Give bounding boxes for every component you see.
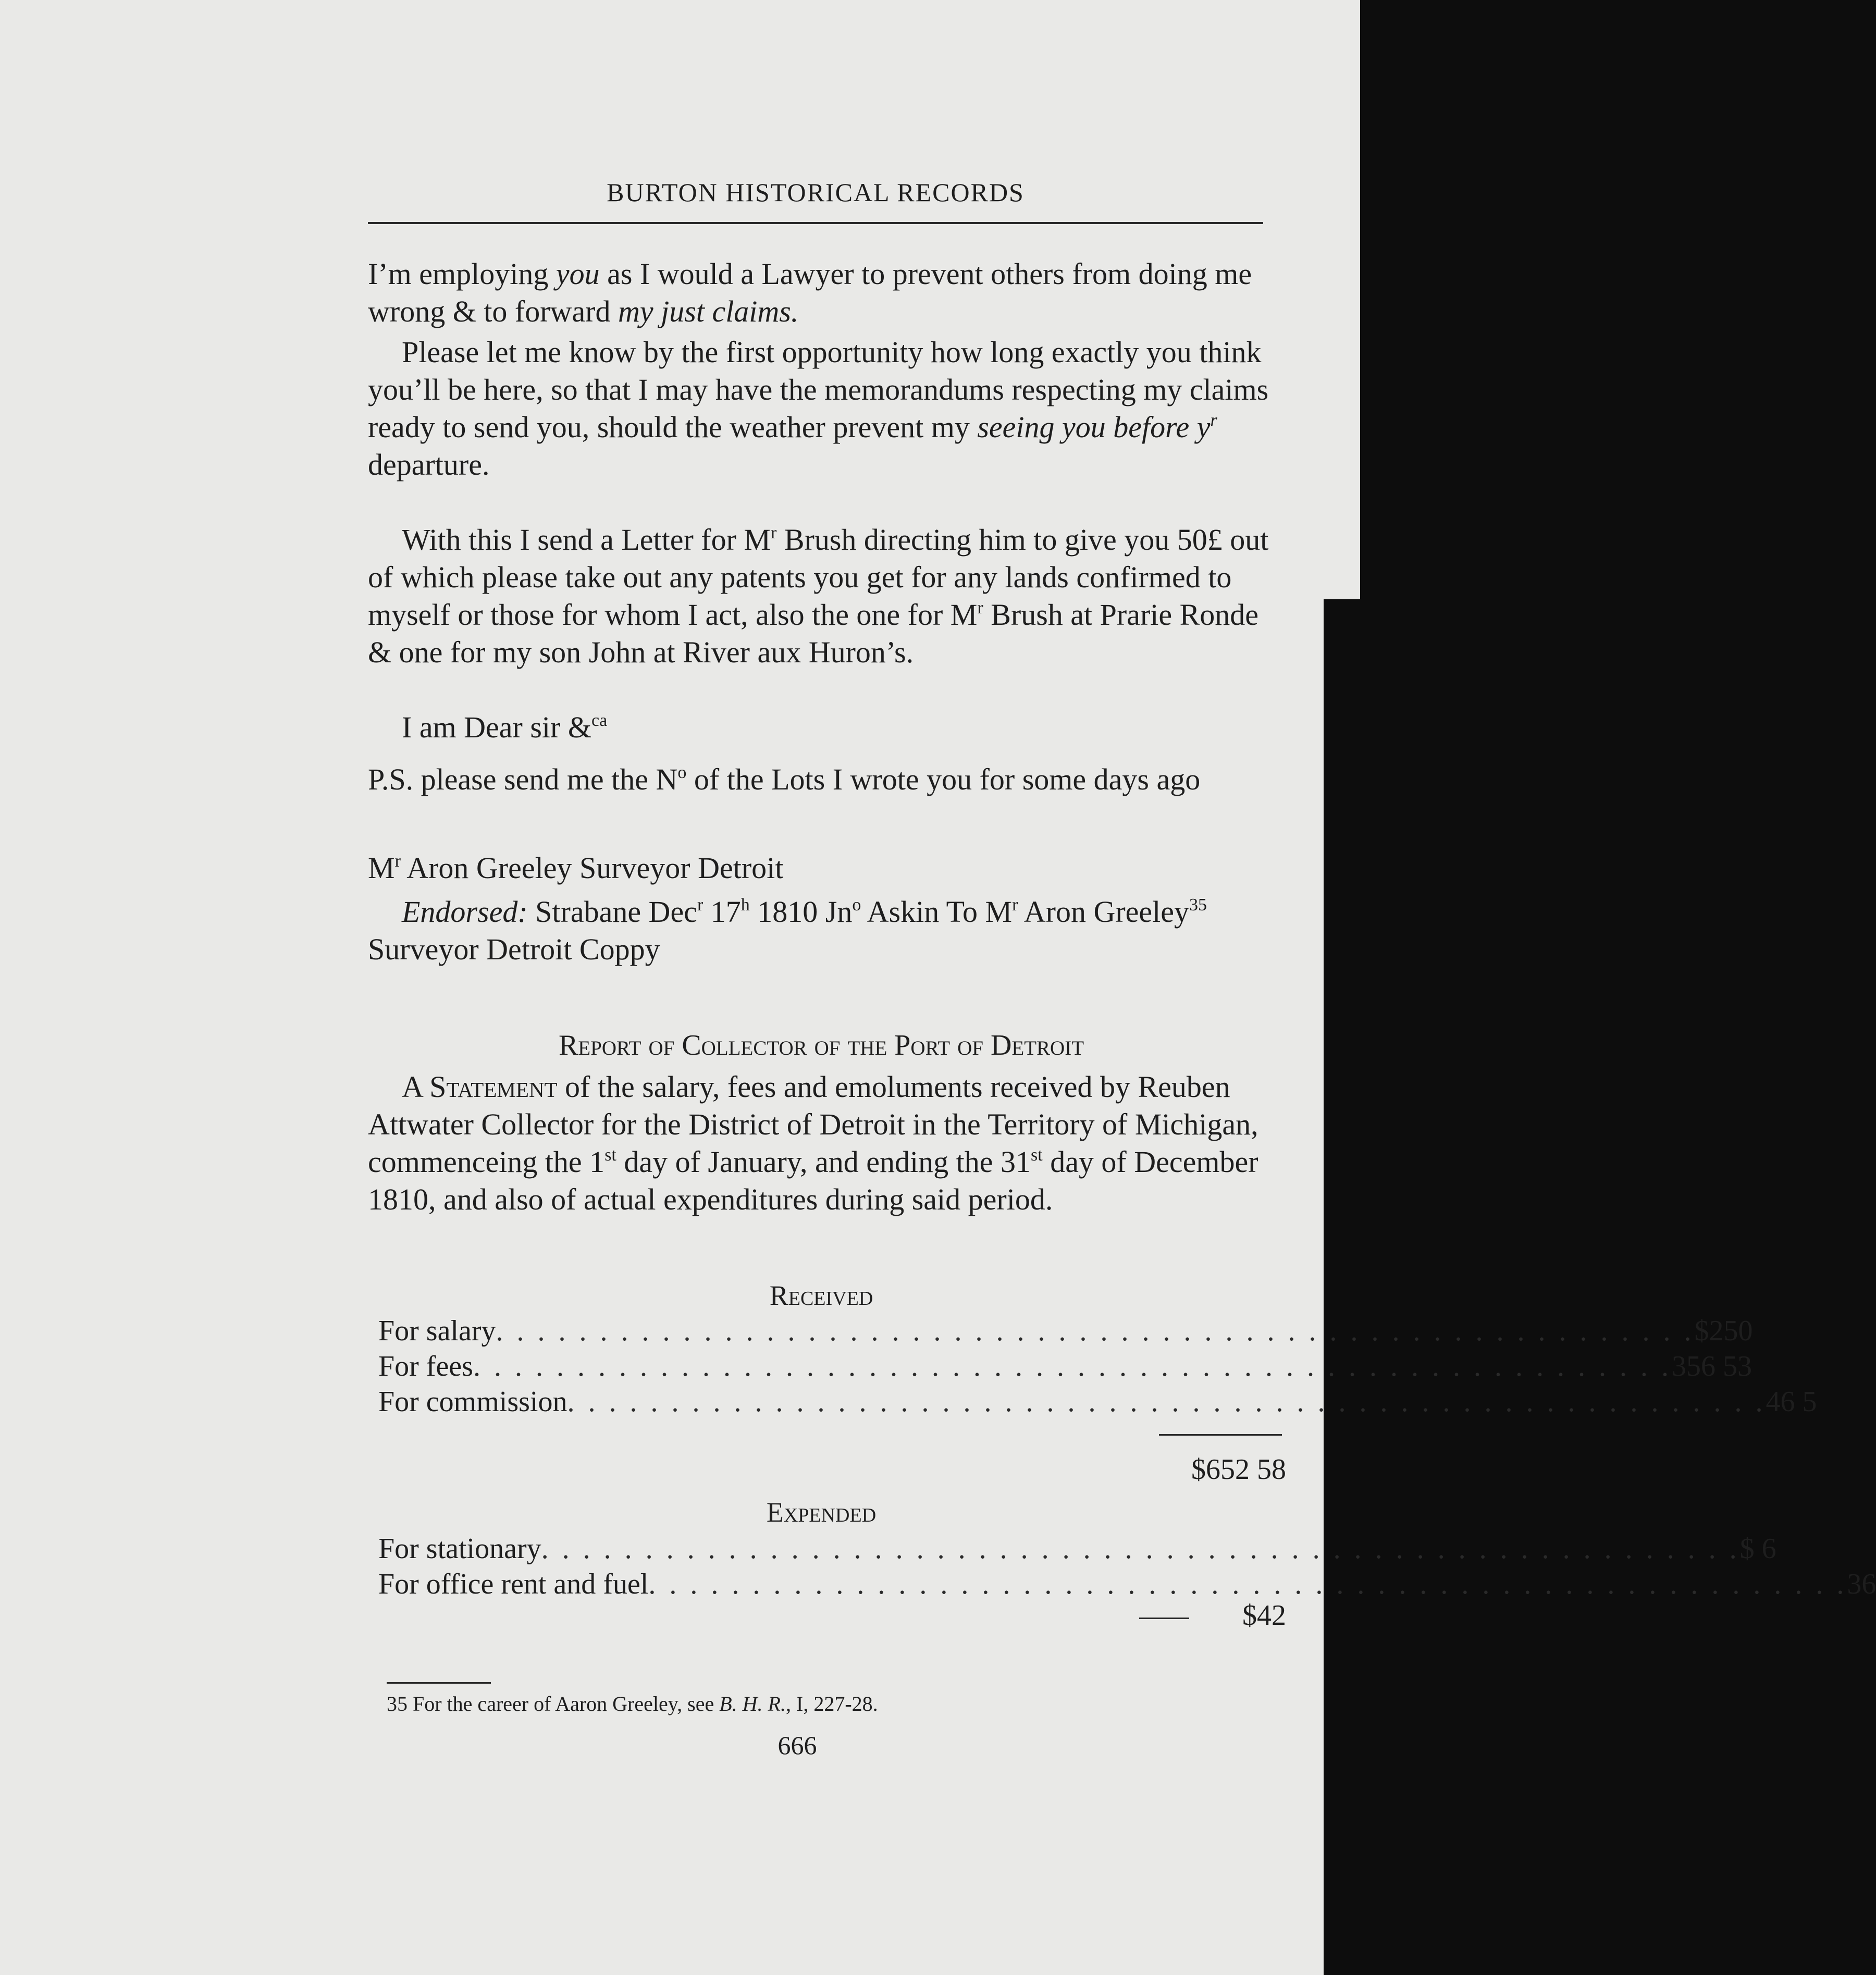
text-span: Please let me know by the first opportunity how long exactly you think you’ll be here, so that I may have the memorandums respecting my claims ready to send you, should the weather prevent my — [368, 335, 1269, 444]
leader-dots: . . . . . . . . . . . . . . . . . . . . . . . . . . . . . . . . . . . . . . . . . . . . . . . . . . . . . . . . . . — [567, 1386, 1766, 1418]
footnote-rule — [387, 1682, 491, 1684]
received-table — [378, 1313, 1817, 1419]
text-span: departure. — [368, 448, 490, 482]
superscript: r — [770, 523, 777, 542]
text-span: 17 — [703, 895, 741, 929]
text-span: Strabane Dec — [527, 895, 697, 929]
text-span: P.S. please send me the N — [368, 762, 678, 796]
endorsement — [368, 893, 1275, 968]
addressee-line — [368, 849, 1275, 887]
text-span: of the salary, fees and emoluments received by Reuben Attwater Collector for the District of Detroit in the Territory of Michigan, commenceing the 1 — [368, 1070, 1258, 1179]
running-header: BURTON HISTORICAL RECORDS — [607, 178, 1025, 207]
ledger-amount: $250 — [1694, 1315, 1753, 1347]
header-rule — [368, 222, 1263, 224]
ledger-row — [378, 1384, 1817, 1419]
ledger-label: For fees — [378, 1350, 473, 1382]
superscript: h — [740, 895, 750, 915]
footnote-number: 35 — [387, 1692, 408, 1715]
italic-span: Endorsed: — [402, 895, 528, 929]
leader-dots: . . . . . . . . . . . . . . . . . . . . . . . . . . . . . . . . . . . . . . . . . . . . . . . . . . . . . . . . . . — [541, 1533, 1740, 1565]
footnote-marker: 35 — [1189, 895, 1207, 915]
text-span: Brush directing him to give you 50£ out of which please take out any patents you get for any lands confirmed to myself or those for whom I act, also the one for M — [368, 523, 1269, 632]
superscript: r — [697, 895, 704, 915]
superscript: st — [604, 1145, 616, 1165]
text-span: I’m employing — [368, 257, 556, 291]
superscript: r — [394, 851, 401, 871]
text-span: Aron Greeley — [1018, 895, 1189, 929]
text-span: M — [368, 851, 395, 885]
small-caps-span: A Statement — [402, 1070, 558, 1104]
footnote — [387, 1692, 878, 1716]
superscript: o — [852, 895, 861, 915]
ledger-label: For stationary — [378, 1533, 541, 1565]
ledger-row — [378, 1349, 1752, 1384]
superscript: o — [677, 763, 687, 782]
expended-total: $42 — [1242, 1599, 1286, 1632]
superscript: r — [977, 598, 983, 618]
superscript: st — [1031, 1145, 1043, 1165]
ledger-row — [378, 1531, 1776, 1566]
text-span: Askin To M — [861, 895, 1013, 929]
total-rule — [1159, 1434, 1282, 1436]
text-span: 1810 Jn — [749, 895, 853, 929]
paragraph-departure — [368, 334, 1275, 484]
superscript: r — [1012, 895, 1018, 915]
leader-dots: . . . . . . . . . . . . . . . . . . . . . . . . . . . . . . . . . . . . . . . . . . . . . . . . . . . . . . . . . . — [648, 1568, 1847, 1600]
ledger-row — [378, 1566, 1876, 1602]
text-span: Aron Greeley Surveyor Detroit — [400, 851, 784, 885]
italic-span: seeing you before y — [977, 410, 1211, 444]
expended-heading: Expended — [766, 1497, 877, 1528]
text-span: of the Lots I wrote you for some days ago — [686, 762, 1201, 796]
leader-dots: . . . . . . . . . . . . . . . . . . . . . . . . . . . . . . . . . . . . . . . . . . . . . . . . . . . . . . . . . . — [473, 1350, 1672, 1382]
scan-edge — [1324, 599, 1360, 1975]
ledger-row — [378, 1313, 1753, 1349]
ledger-amount: 36 — [1847, 1568, 1876, 1600]
text-span: I am Dear sir & — [402, 710, 591, 744]
superscript: r — [1210, 411, 1217, 430]
ledger-amount: 46 5 — [1766, 1386, 1817, 1418]
italic-span: B. H. R. — [719, 1692, 786, 1715]
postscript — [368, 761, 1275, 798]
text-span: , I, 227-28. — [786, 1692, 878, 1715]
ledger-label: For salary — [378, 1315, 496, 1347]
text-span: For the career of Aaron Greeley, see — [408, 1692, 720, 1715]
received-total: $652 58 — [1191, 1453, 1286, 1486]
paragraph-lawyer — [368, 255, 1275, 330]
italic-span: my just claims. — [618, 294, 799, 328]
statement-paragraph — [368, 1068, 1275, 1218]
ledger-amount: $ 6 — [1739, 1533, 1776, 1565]
text-span: Brush at Prarie Ronde & one for my son John at River aux Huron’s. — [368, 598, 1259, 669]
received-heading: Received — [769, 1280, 873, 1311]
ledger-label: For commission — [378, 1386, 567, 1418]
paragraph-brush-letter — [368, 521, 1275, 671]
page-number: 666 — [777, 1731, 817, 1760]
text-span: Surveyor Detroit Coppy — [368, 932, 660, 966]
superscript: ca — [591, 711, 608, 730]
text-span: With this I send a Letter for M — [402, 523, 771, 557]
text-span: day of December 1810, and also of actual expenditures during said period. — [368, 1145, 1258, 1216]
text-span: day of January, and ending the 31 — [616, 1145, 1031, 1179]
italic-span: you — [556, 257, 600, 291]
report-title: Report of Collector of the Port of Detroit — [558, 1029, 1084, 1061]
ledger-amount: 356 53 — [1671, 1350, 1752, 1382]
text-span: as I would a Lawyer to prevent others from doing me wrong & to forward — [368, 257, 1252, 328]
expended-table — [378, 1531, 1876, 1602]
leader-dots: . . . . . . . . . . . . . . . . . . . . . . . . . . . . . . . . . . . . . . . . . . . . . . . . . . . . . . . . . . — [496, 1315, 1695, 1347]
closing-line — [368, 709, 1275, 746]
ledger-label: For office rent and fuel — [378, 1568, 649, 1600]
